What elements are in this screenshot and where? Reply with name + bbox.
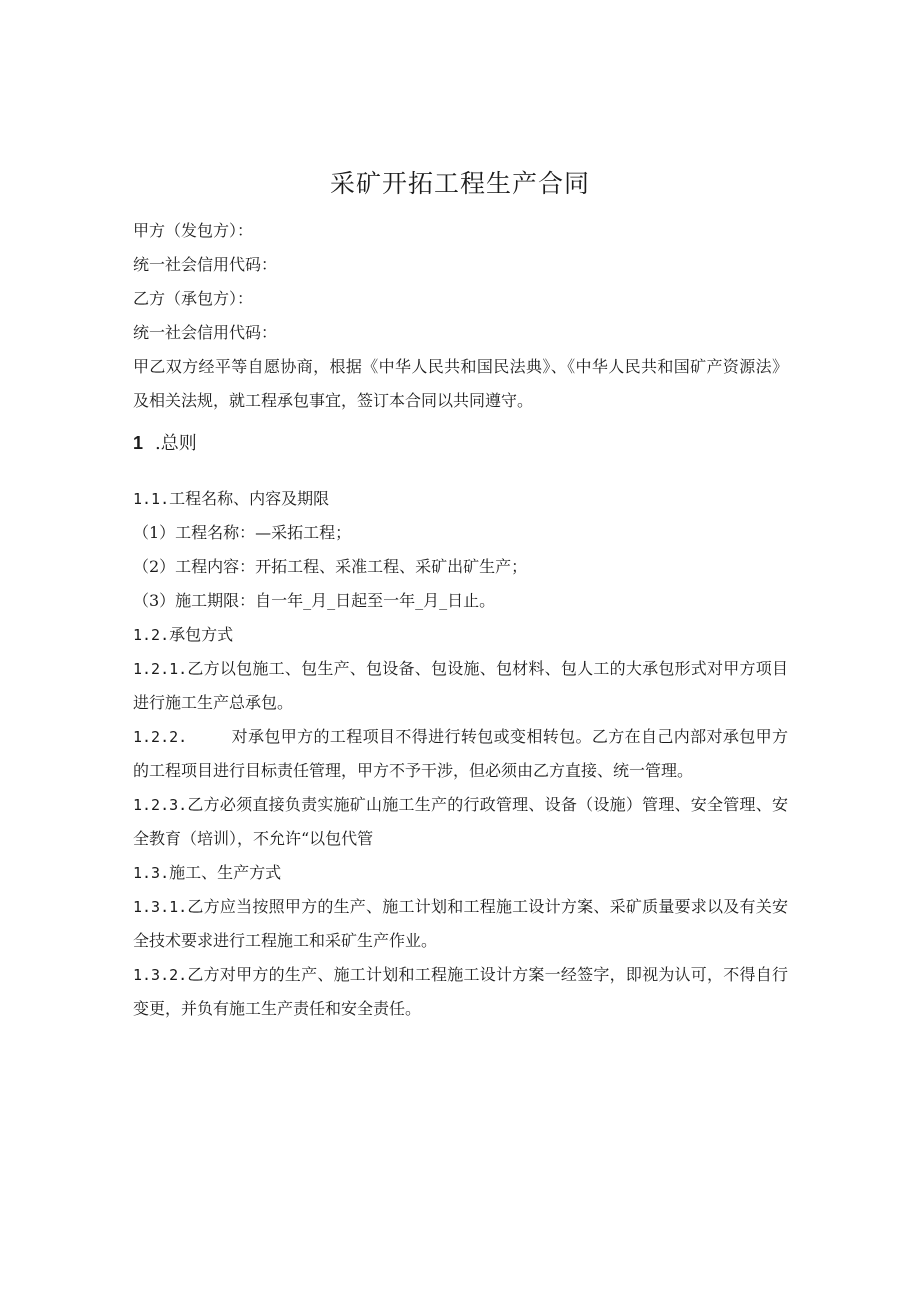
clause-number: 1.2. xyxy=(133,626,170,644)
clause-number: 1.1. xyxy=(133,490,170,508)
clause-text: 对承包甲方的工程项目不得进行转包或变相转包。乙方在自己内部对承包甲方的工程项目进行目标责任管理，甲方不予干涉，但必须由乙方直接、统一管理。 xyxy=(133,727,788,780)
clause-1-2-1 xyxy=(133,652,788,720)
clause-1-3-2 xyxy=(133,958,788,1026)
clause-number: 1.3.1. xyxy=(133,898,188,916)
document-title: 采矿开拓工程生产合同 xyxy=(329,169,590,198)
clause-1-2-3 xyxy=(133,788,788,856)
clause-1-2-2 xyxy=(133,720,788,788)
clause-number: 1.2.2. xyxy=(133,728,188,746)
party-b-line: 乙方（承包方）： xyxy=(133,289,254,308)
clause-1-1-item-3: （3）施工期限：自一年_月_日起至一年_月_日止。 xyxy=(133,591,496,610)
section-heading-general xyxy=(133,426,788,460)
clause-1-2 xyxy=(133,618,788,652)
clause-1-1-item-1: （1）工程名称：—采拓工程； xyxy=(133,523,352,542)
clause-1-1-item-2: （2）工程内容：开拓工程、采准工程、采矿出矿生产； xyxy=(133,557,528,576)
clause-1-1 xyxy=(133,482,788,516)
clause-number: 1.3.2. xyxy=(133,966,188,984)
document-body xyxy=(133,214,788,1026)
clause-text: 施工、生产方式 xyxy=(169,863,282,882)
section-number: 1 xyxy=(133,433,144,453)
clause-text: 承包方式 xyxy=(169,625,234,644)
clause-number: 1.2.3. xyxy=(133,796,188,814)
party-a-line: 甲方（发包方）： xyxy=(133,221,254,240)
clause-number: 1.2.1. xyxy=(133,660,188,678)
party-a-credit-code-line: 统一社会信用代码： xyxy=(133,255,278,274)
preamble-paragraph: 甲乙双方经平等自愿协商，根据《中华人民共和国民法典》、《中华人民共和国矿产资源法》及相关法规，就工程承包事宜，签订本合同以共同遵守。 xyxy=(133,357,788,410)
party-b-credit-code-line: 统一社会信用代码： xyxy=(133,323,278,342)
clause-1-3-1 xyxy=(133,890,788,958)
clause-text: 乙方应当按照甲方的生产、施工计划和工程施工设计方案、采矿质量要求以及有关安全技术要求进行工程施工和采矿生产作业。 xyxy=(133,897,788,950)
clause-1-3 xyxy=(133,856,788,890)
clause-text: 工程名称、内容及期限 xyxy=(169,489,330,508)
clause-text: 乙方对甲方的生产、施工计划和工程施工设计方案一经签字，即视为认可，不得自行变更，并负有施工生产责任和安全责任。 xyxy=(133,965,788,1018)
section-title: .总则 xyxy=(155,433,197,454)
clause-number: 1.3. xyxy=(133,864,170,882)
clause-text: 乙方以包施工、包生产、包设备、包设施、包材料、包人工的大承包形式对甲方项目进行施工生产总承包。 xyxy=(133,659,788,712)
clause-text: 乙方必须直接负责实施矿山施工生产的行政管理、设备（设施）管理、安全管理、安全教育（培训），不允许“以包代管 xyxy=(133,795,788,848)
